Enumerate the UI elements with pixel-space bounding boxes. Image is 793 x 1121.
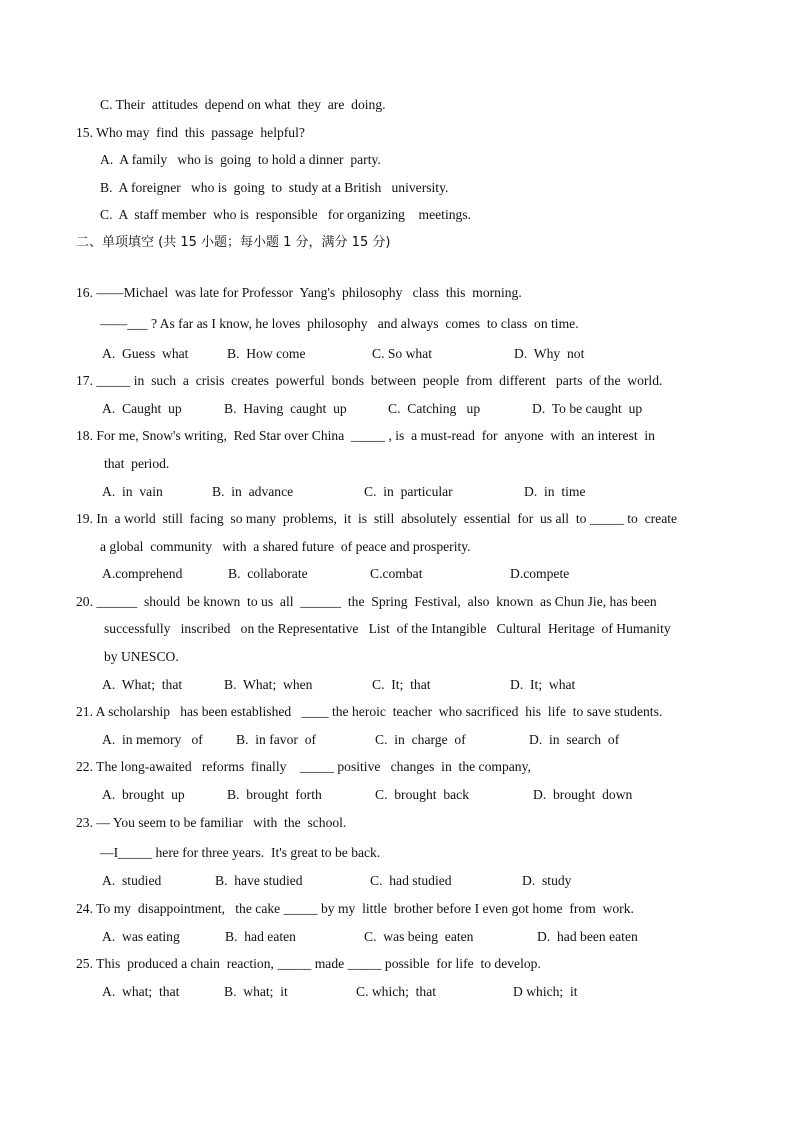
q24-option-b: B. had eaten bbox=[225, 929, 296, 944]
q20-option-c: C. It; that bbox=[372, 677, 431, 692]
q21-option-b: B. in favor of bbox=[236, 732, 317, 747]
q15-option-b: B. A foreigner who is going to study at a British university. bbox=[100, 180, 449, 195]
q19-line2: a global community with a shared future of peace and prosperity. bbox=[100, 539, 471, 554]
q17-option-a: A. Caught up bbox=[102, 401, 182, 416]
q20-options bbox=[0, 676, 793, 694]
q20-option-a: A. What; that bbox=[102, 677, 183, 692]
q24-option-a: A. was eating bbox=[102, 929, 180, 944]
q19-option-a: A.comprehend bbox=[102, 566, 183, 581]
q17-stem bbox=[76, 372, 703, 390]
q19-option-b: B. collaborate bbox=[228, 566, 308, 581]
q22-stem: 22. The long-awaited reforms finally _____ positive changes in the company, bbox=[76, 759, 531, 774]
q23-option-d: D. study bbox=[522, 873, 572, 888]
q22-option-c: C. brought back bbox=[375, 787, 470, 802]
q21-options bbox=[0, 731, 793, 749]
q18-options bbox=[0, 483, 793, 501]
q21-stem: 21. A scholarship has been established ____ the heroic teacher who sacrificed his life to save students. bbox=[76, 704, 663, 719]
q16-options bbox=[0, 345, 793, 363]
q25-option-c: C. which; that bbox=[356, 984, 437, 999]
q23-stem: 23. — You seem to be familiar with the school. bbox=[76, 815, 347, 830]
q18-stem: 18. For me, Snow's writing, Red Star over China _____ , is a must-read for anyone with an interest in bbox=[76, 428, 655, 443]
q20-option-b: B. What; when bbox=[224, 677, 313, 692]
q23-options bbox=[0, 872, 793, 890]
q16-option-b: B. How come bbox=[227, 346, 306, 361]
q24-option-d: D. had been eaten bbox=[537, 929, 638, 944]
q17-option-d: D. To be caught up bbox=[532, 401, 643, 416]
q25-option-d: D which; it bbox=[513, 984, 578, 999]
q20-option-d: D. It; what bbox=[510, 677, 576, 692]
q23-line2: —I_____ here for three years. It's great to be back. bbox=[100, 845, 381, 860]
q25-stem: 25. This produced a chain reaction, _____ made _____ possible for life to develop. bbox=[76, 956, 541, 971]
q16-option-a: A. Guess what bbox=[102, 346, 189, 361]
q17-options bbox=[0, 400, 793, 418]
q18-option-a: A. in vain bbox=[102, 484, 163, 499]
q15-stem: 15. Who may find this passage helpful? bbox=[76, 125, 305, 140]
q21-option-d: D. in search of bbox=[529, 732, 620, 747]
q24-options bbox=[0, 928, 793, 946]
q22-options bbox=[0, 786, 793, 804]
q23-option-a: A. studied bbox=[102, 873, 162, 888]
q16-line2: ——___ ? As far as I know, he loves philosophy and always comes to class on time. bbox=[100, 316, 579, 331]
q25-option-b: B. what; it bbox=[224, 984, 288, 999]
q22-option-b: B. brought forth bbox=[227, 787, 322, 802]
q17-stem-text: 17. _____ in such a crisis creates powerful bonds between people from different parts of the world. bbox=[76, 373, 663, 388]
q25-options bbox=[0, 983, 793, 1001]
q23-option-c: C. had studied bbox=[370, 873, 452, 888]
q17-option-b: B. Having caught up bbox=[224, 401, 347, 416]
q21-option-c: C. in charge of bbox=[375, 732, 466, 747]
q24-stem: 24. To my disappointment, the cake _____ by my little brother before I even got home from work. bbox=[76, 901, 634, 916]
q18-option-b: B. in advance bbox=[212, 484, 294, 499]
q20-line3: by UNESCO. bbox=[104, 649, 179, 664]
q15-option-c: C. A staff member who is responsible for organizing meetings. bbox=[100, 207, 472, 222]
q19-options bbox=[0, 565, 793, 583]
q20-line2: successfully inscribed on the Representative List of the Intangible Cultural Heritage of Humanity bbox=[104, 621, 671, 636]
q25-option-a: A. what; that bbox=[102, 984, 180, 999]
q24-option-c: C. was being eaten bbox=[364, 929, 474, 944]
q18-option-c: C. in particular bbox=[364, 484, 453, 499]
q23-option-b: B. have studied bbox=[215, 873, 303, 888]
q19-option-c: C.combat bbox=[370, 566, 423, 581]
q22-option-d: D. brought down bbox=[533, 787, 633, 802]
q20-stem: 20. ______ should be known to us all ______ the Spring Festival, also known as Chun Jie, has been bbox=[76, 594, 657, 609]
q16-stem: 16. ——Michael was late for Professor Yang's philosophy class this morning. bbox=[76, 285, 522, 300]
q19-option-d: D.compete bbox=[510, 566, 570, 581]
q18-line2: that period. bbox=[104, 456, 170, 471]
q17-option-c: C. Catching up bbox=[388, 401, 481, 416]
q15-option-a: A. A family who is going to hold a dinner party. bbox=[100, 152, 381, 167]
q16-option-d: D. Why not bbox=[514, 346, 585, 361]
q16-option-c: C. So what bbox=[372, 346, 433, 361]
q21-option-a: A. in memory of bbox=[102, 732, 203, 747]
q19-stem: 19. In a world still facing so many problems, it is still absolutely essential for us all to _____ to create bbox=[76, 511, 678, 526]
q14-option-c: C. Their attitudes depend on what they are doing. bbox=[100, 97, 386, 112]
q22-option-a: A. brought up bbox=[102, 787, 185, 802]
q18-option-d: D. in time bbox=[524, 484, 586, 499]
section-heading: 二、单项填空 (共 15 小题；每小题 1 分，满分 15 分) bbox=[76, 235, 391, 250]
